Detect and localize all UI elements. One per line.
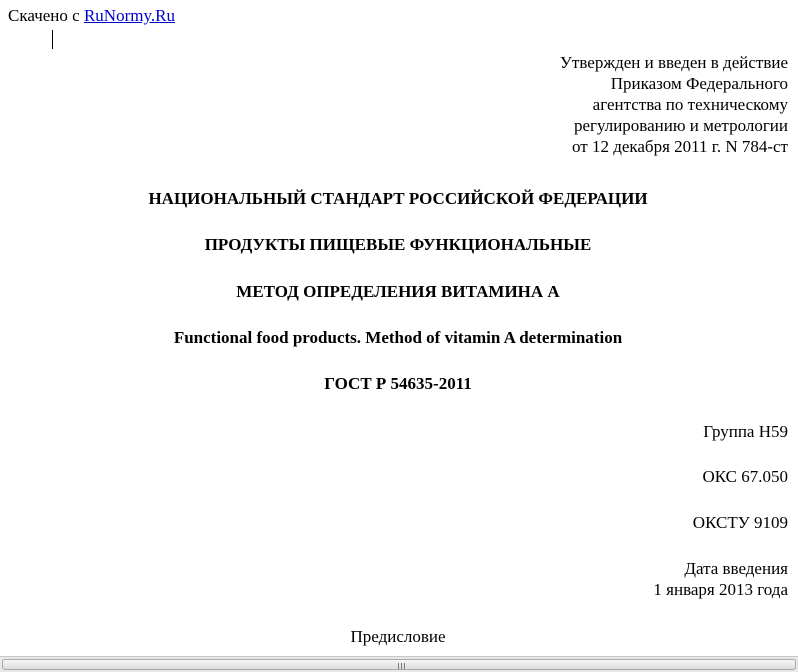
scrollbar-thumb[interactable]	[2, 659, 796, 670]
preface-heading: Предисловие	[350, 627, 446, 646]
okstu-code: ОКСТУ 9109	[692, 513, 788, 532]
intro-date-value: 1 января 2013 года	[653, 580, 788, 599]
approval-line: Утвержден и введен в действие	[559, 53, 788, 72]
grip-icon	[397, 663, 407, 669]
approval-line: агентства по техническому	[592, 95, 788, 114]
approval-line: от 12 декабря 2011 г. N 784-ст	[571, 137, 788, 156]
products-heading: ПРОДУКТЫ ПИЩЕВЫЕ ФУНКЦИОНАЛЬНЫЕ	[204, 235, 592, 254]
approval-line: Приказом Федерального	[610, 74, 788, 93]
source-prefix: Скачено с	[8, 6, 84, 25]
approval-line: регулированию и метрологии	[573, 116, 788, 135]
english-title: Functional food products. Method of vitamin A determination	[173, 328, 623, 347]
source-line	[8, 6, 175, 26]
runormy-link[interactable]: RuNormy.Ru	[83, 6, 175, 25]
method-heading: МЕТОД ОПРЕДЕЛЕНИЯ ВИТАМИНА А	[236, 282, 560, 301]
intro-date-block	[653, 558, 788, 600]
oks-code: ОКС 67.050	[702, 467, 788, 486]
horizontal-scrollbar[interactable]	[0, 656, 798, 672]
approval-block	[560, 52, 788, 157]
text-cursor	[52, 30, 53, 49]
intro-date-label: Дата введения	[684, 559, 788, 578]
gost-number: ГОСТ Р 54635-2011	[324, 374, 472, 393]
group-code: Группа Н59	[703, 422, 788, 441]
national-standard-heading: НАЦИОНАЛЬНЫЙ СТАНДАРТ РОССИЙСКОЙ ФЕДЕРАЦИИ	[148, 189, 648, 208]
